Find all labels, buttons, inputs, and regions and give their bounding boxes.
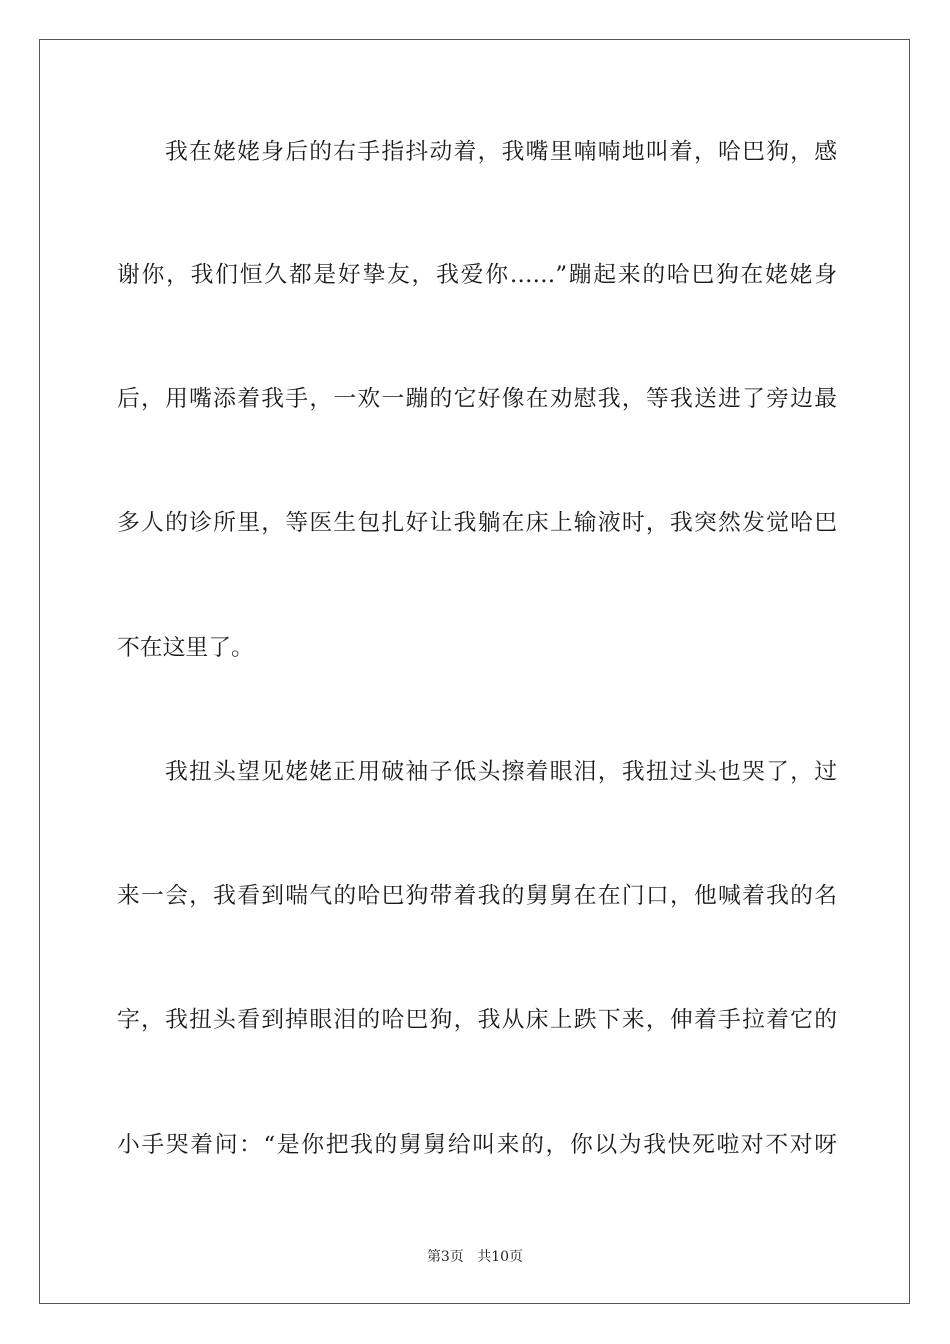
paragraph-1-line-3: 后，用嘴添着我手，一欢一蹦的它好像在劝慰我，等我送进了旁边最 bbox=[117, 386, 837, 412]
paragraph-1-line-2: 谢你，我们恒久都是好挚友，我爱你……”蹦起来的哈巴狗在姥姥身 bbox=[117, 262, 837, 288]
page-number-current: 第3页 bbox=[426, 1249, 464, 1265]
page-number-total: 共10页 bbox=[477, 1249, 524, 1265]
paragraph-2-line-1: 我扭头望见姥姥正用破袖子低头擦着眼泪，我扭过头也哭了，过 bbox=[165, 759, 837, 785]
paragraph-1-line-4: 多人的诊所里，等医生包扎好让我躺在床上输液时，我突然发觉哈巴 bbox=[117, 510, 837, 536]
page-footer bbox=[0, 1246, 950, 1266]
paragraph-2-line-2: 来一会，我看到喘气的哈巴狗带着我的舅舅在在门口，他喊着我的名 bbox=[117, 883, 837, 909]
paragraph-1-line-1: 我在姥姥身后的右手指抖动着，我嘴里喃喃地叫着，哈巴狗，感 bbox=[165, 139, 837, 165]
paragraph-1-line-5: 不在这里了。 bbox=[117, 635, 254, 661]
paragraph-2-line-4: 小手哭着问：“是你把我的舅舅给叫来的，你以为我快死啦对不对呀 bbox=[117, 1132, 837, 1158]
page-border bbox=[39, 39, 910, 1304]
paragraph-2-line-3: 字，我扭头看到掉眼泪的哈巴狗，我从床上跌下来，伸着手拉着它的 bbox=[117, 1007, 837, 1033]
